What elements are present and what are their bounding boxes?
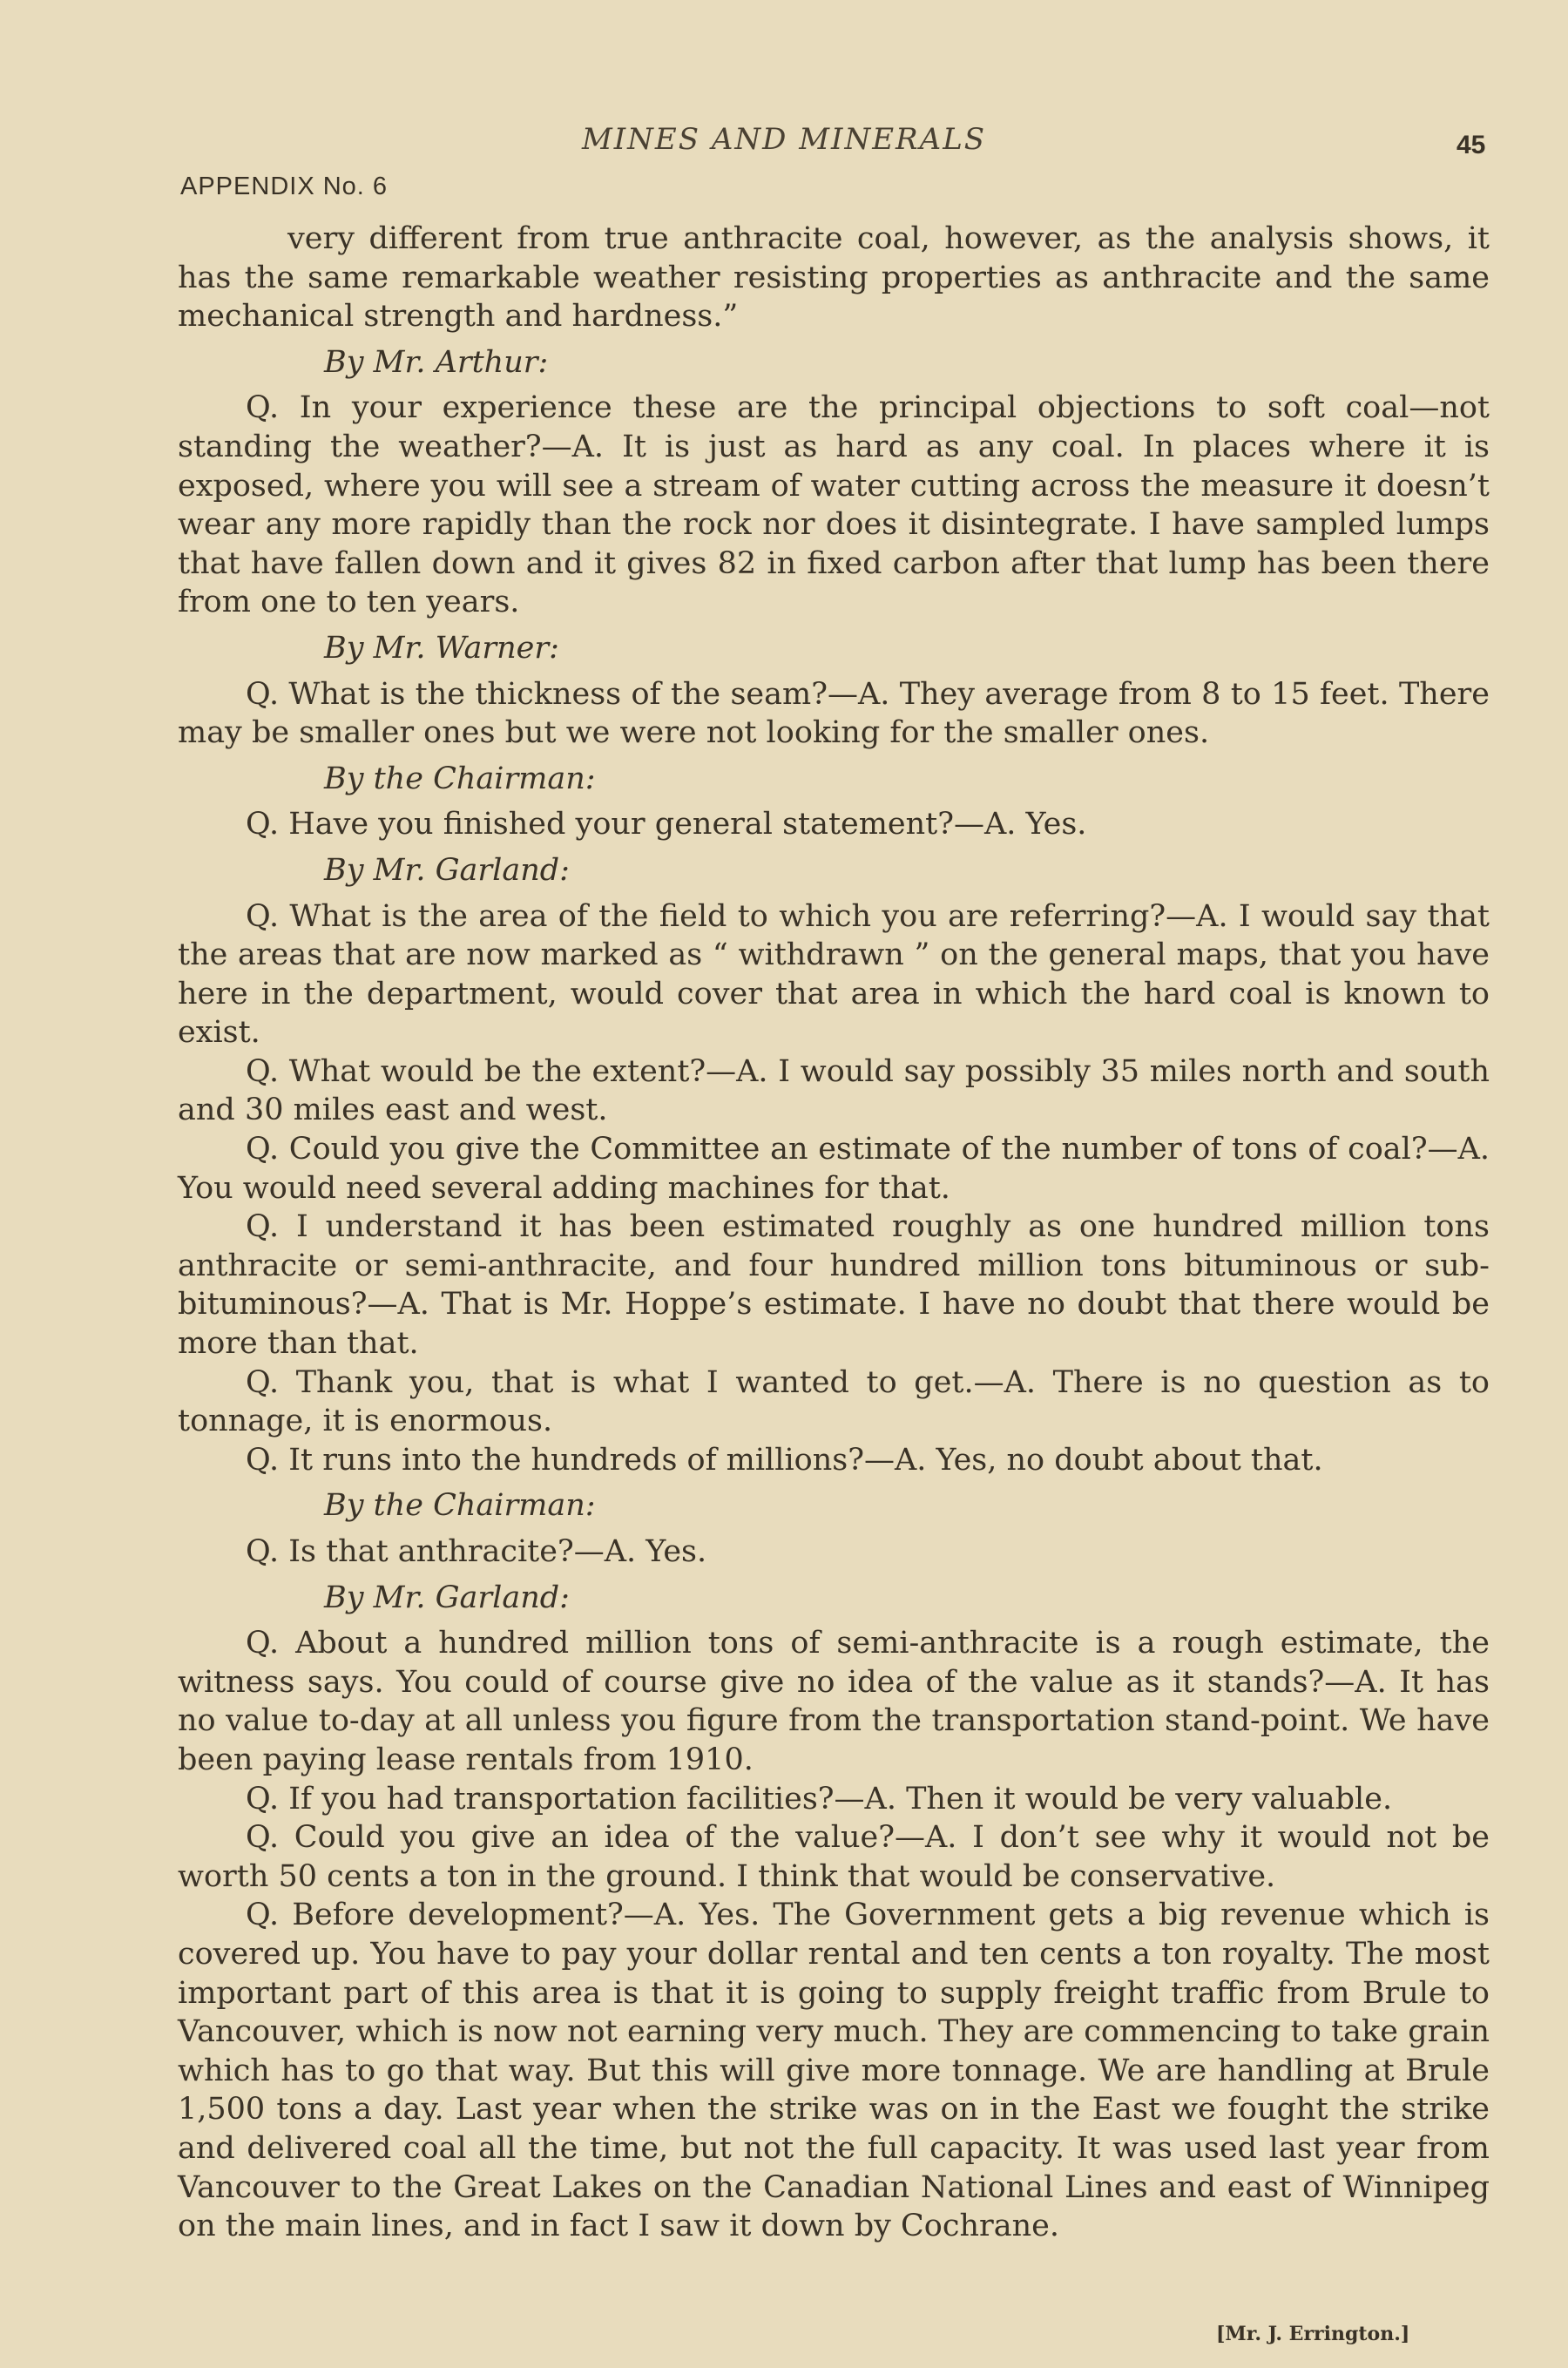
paragraph: very different from true anthracite coal, however, as the analysis shows, it has the same remarkable weather resisting properties as anthracite and the same mechanical strength and hardness.”	[178, 221, 1490, 335]
speaker-heading: By Mr. Arthur:	[324, 344, 549, 380]
paragraph: Q. Could you give an idea of the value?—A. I don’t see why it would not be worth 50 cents a ton in the ground. I think that would be conservative.	[178, 1820, 1490, 1894]
paragraph: Q. Thank you, that is what I wanted to get.—A. There is no question as to tonnage, it is enormous.	[178, 1364, 1490, 1439]
appendix-label: APPENDIX No. 6	[180, 173, 389, 200]
paragraph: Q. Before development?—A. Yes. The Government gets a big revenue which is covered up. You have to pay your dollar rental and ten cents a ton royalty. The most important part of this area is that it is going to supply freight traffic from Brule to Vancouver, which is now not earning very much. They are commencing to take grain which has to go that way. But this will give more tonnage. We are handling at Brule 1,500 tons a day. Last year when the strike was on in the East we fought the strike and delivered coal all the time, but not the full capacity. It was used last year from Vancouver to the Great Lakes on the Canadian National Lines and east of Winnipeg on the main lines, and in fact I saw it down by Cochrane.	[178, 1898, 1490, 2244]
running-head: MINES AND MINERALS	[581, 122, 987, 157]
body-text	[178, 220, 1490, 2246]
paragraph: Q. Have you finished your general statement?—A. Yes.	[246, 807, 1087, 842]
speaker-heading: By Mr. Garland:	[324, 852, 570, 888]
speaker-heading: By Mr. Warner:	[324, 630, 559, 666]
paragraph: Q. It runs into the hundreds of millions?—A. Yes, no doubt about that.	[246, 1442, 1323, 1478]
paragraph: Q. In your experience these are the principal objections to soft coal—not standing the weather?—A. It is just as hard as any coal. In places where it is exposed, where you will see a stream of water cutting across the measure it doesn’t wear any more rapidly than the rock nor does it disintegrate. I have sampled lumps that have fallen down and it gives 82 in fixed carbon after that lump has been there from one to ten years.	[178, 390, 1490, 620]
page-number: 45	[1456, 131, 1486, 159]
speaker-heading: By the Chairman:	[324, 761, 596, 796]
speaker-heading: By the Chairman:	[324, 1488, 596, 1524]
paragraph: Q. Is that anthracite?—A. Yes.	[246, 1534, 707, 1569]
speaker-heading: By Mr. Garland:	[324, 1580, 570, 1615]
paragraph: Q. I understand it has been estimated roughly as one hundred million tons anthracite or semi-anthracite, and four hundred million tons bituminous or sub-bituminous?—A. That is Mr. Hoppe’s estimate. I have no doubt that there would be more than that.	[178, 1209, 1490, 1362]
paragraph: Q. What is the thickness of the seam?—A. They average from 8 to 15 feet. There may be smaller ones but we were not looking for the smaller ones.	[178, 676, 1490, 751]
paragraph: Q. If you had transportation facilities?—A. Then it would be very valuable.	[246, 1781, 1393, 1817]
witness-footer: [Mr. J. Errington.]	[1216, 2323, 1410, 2345]
paragraph: Q. What would be the extent?—A. I would say possibly 35 miles north and south and 30 miles east and west.	[178, 1053, 1490, 1128]
paragraph: Q. About a hundred million tons of semi-anthracite is a rough estimate, the witness says. You could of course give no idea of the value as it stands?—A. It has no value to-day at all unless you figure from the transportation stand-point. We have been paying lease rentals from 1910.	[178, 1626, 1490, 1777]
paragraph: Q. What is the area of the field to which you are referring?—A. I would say that the areas that are now marked as “ withdrawn ” on the general maps, that you have here in the department, would cover that area in which the hard coal is known to exist.	[178, 898, 1490, 1051]
paragraph: Q. Could you give the Committee an estimate of the number of tons of coal?—A. You would need several adding machines for that.	[178, 1132, 1490, 1206]
